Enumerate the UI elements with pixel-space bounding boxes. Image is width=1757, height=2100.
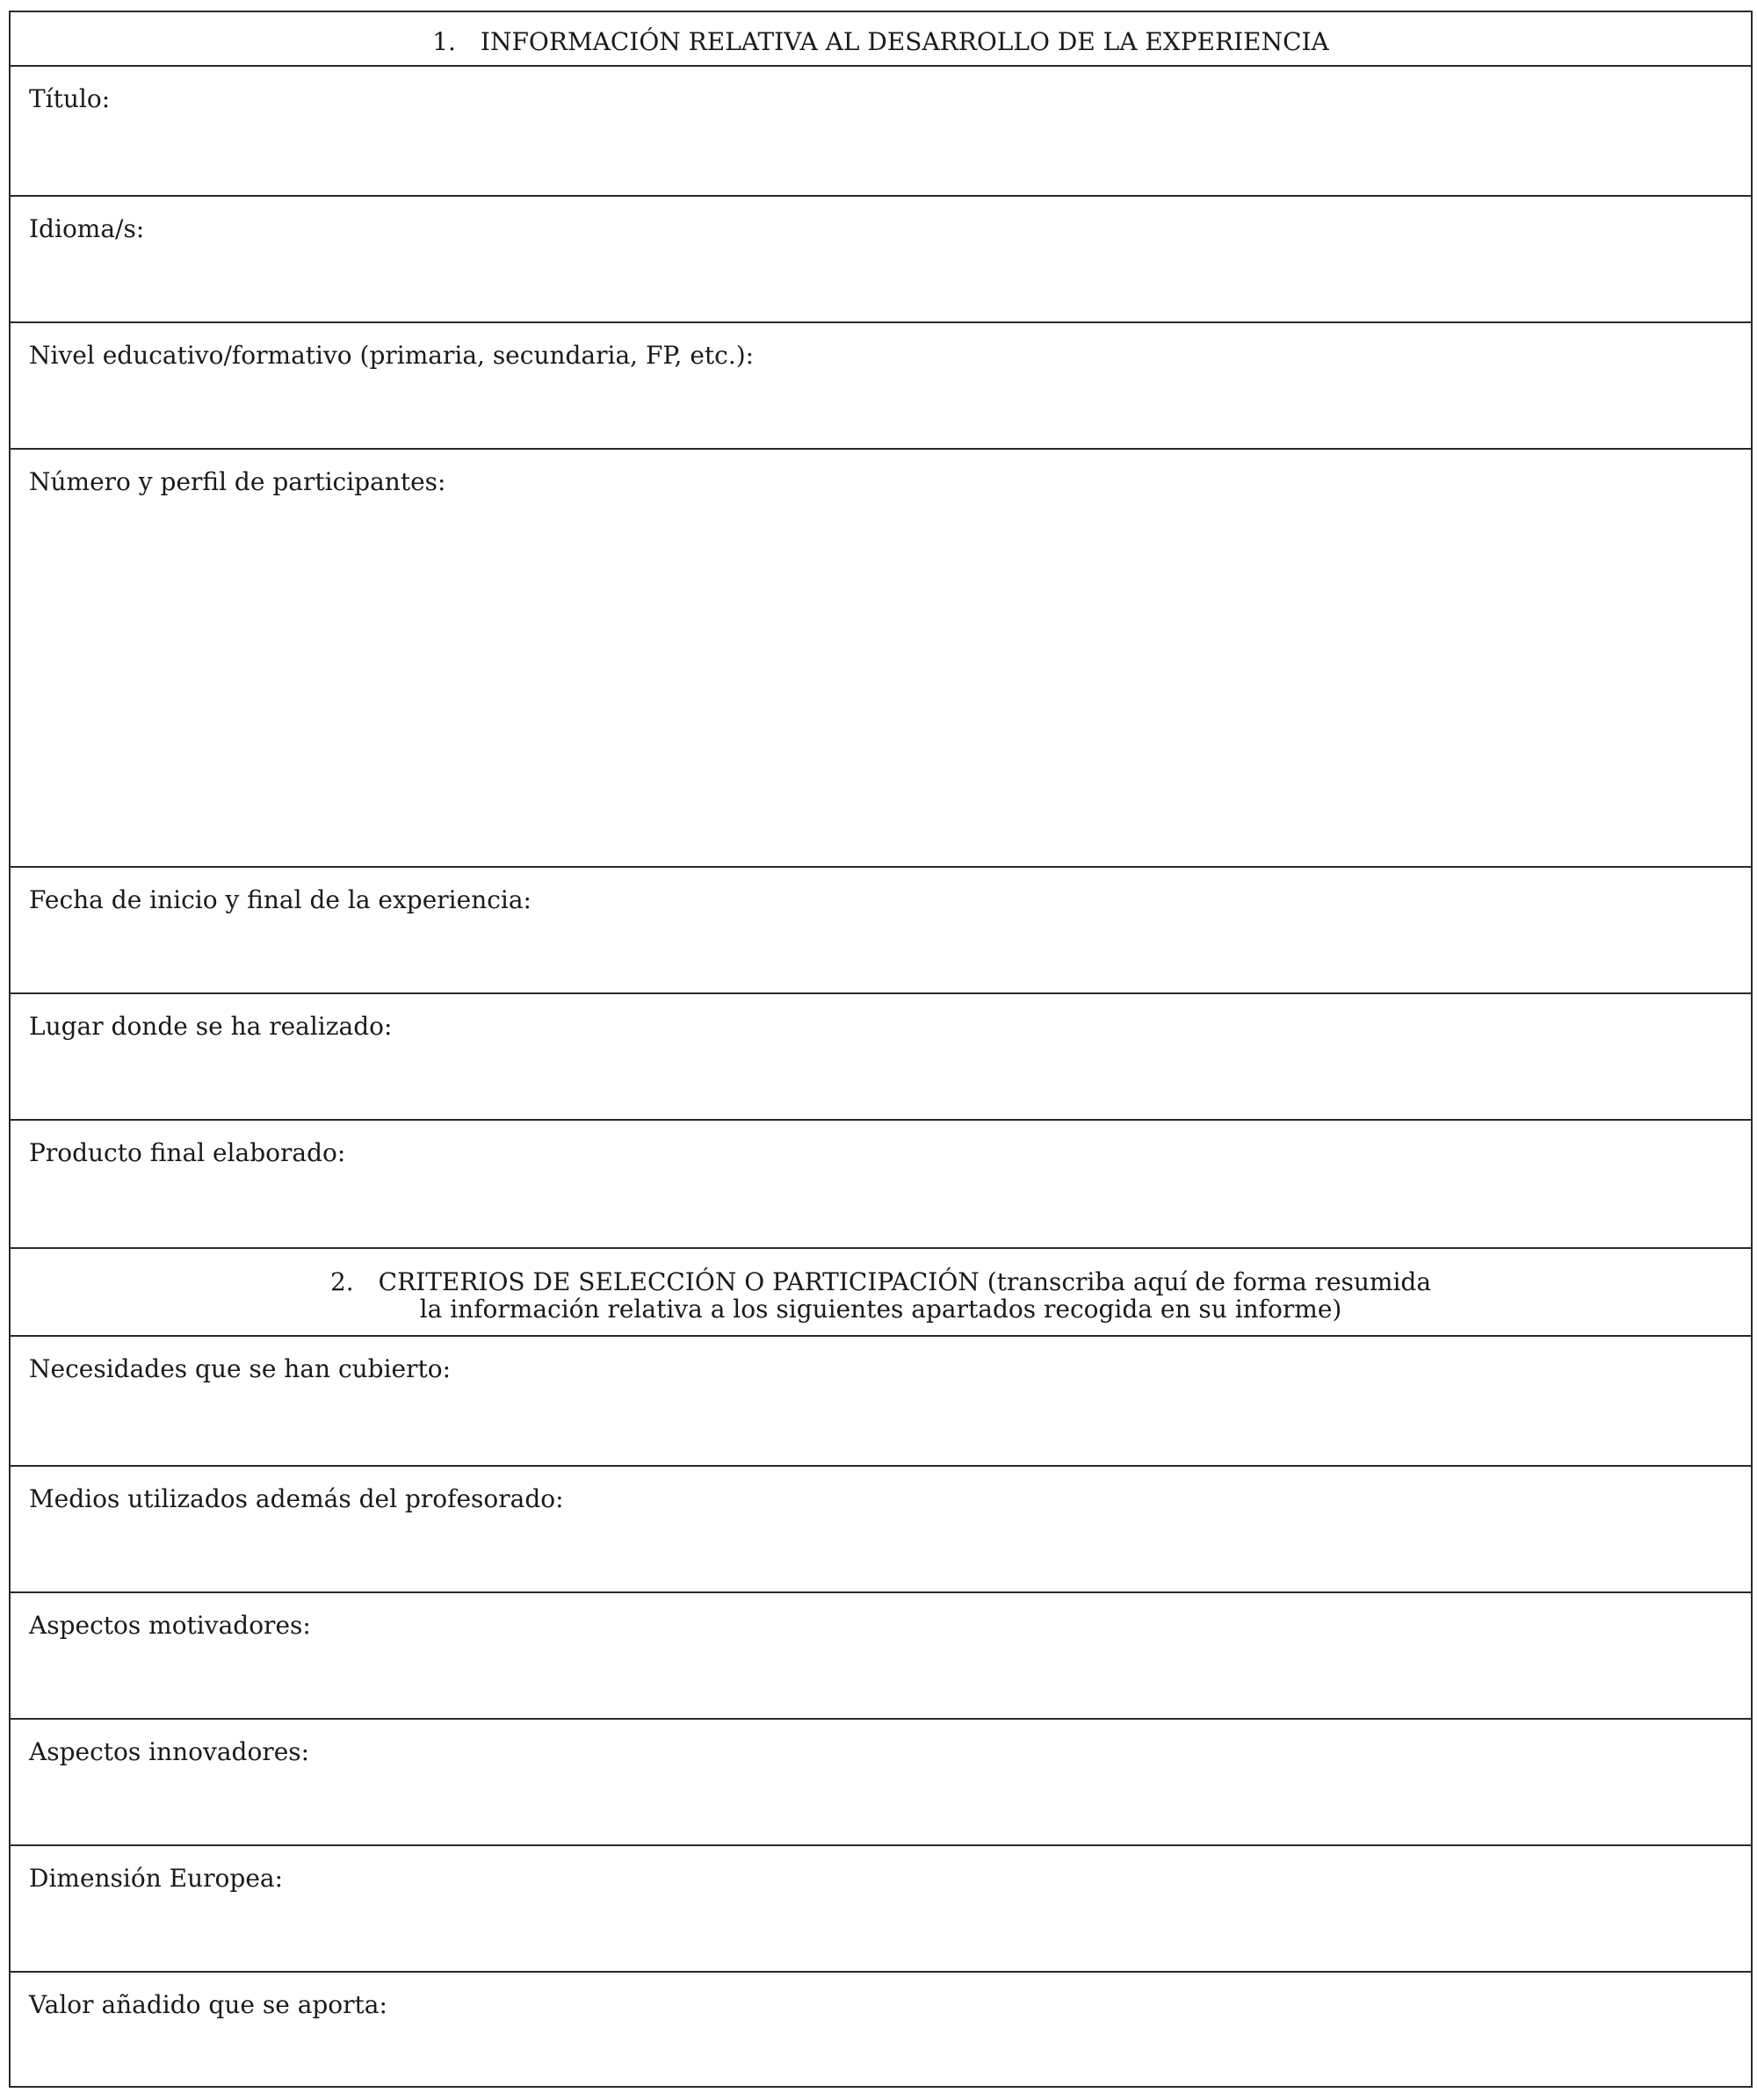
- field-label: Fecha de inicio y final de la experiencia:: [29, 885, 531, 914]
- section-2-title-line-1: 2. CRITERIOS DE SELECCIÓN O PARTICIPACIÓN (transcriba aquí de forma resumida: [329, 1267, 1432, 1296]
- field-idiomas[interactable]: [11, 197, 1751, 323]
- field-numero-perfil-participantes[interactable]: [11, 450, 1751, 868]
- field-lugar[interactable]: [11, 994, 1751, 1121]
- field-valor-anadido[interactable]: [11, 1973, 1751, 2088]
- application-form: [9, 11, 1753, 2088]
- field-necesidades[interactable]: [11, 1337, 1751, 1467]
- field-label: Necesidades que se han cubierto:: [29, 1354, 452, 1383]
- section-1-number: 1.: [432, 27, 456, 56]
- section-1-heading: [11, 12, 1751, 67]
- field-label: Medios utilizados además del profesorado:: [29, 1484, 564, 1513]
- field-dimension-europea[interactable]: [11, 1846, 1751, 1973]
- section-2-number: 2.: [329, 1267, 354, 1296]
- field-label: Número y perfil de participantes:: [29, 467, 446, 496]
- field-nivel-educativo[interactable]: [11, 323, 1751, 450]
- section-1-title: INFORMACIÓN RELATIVA AL DESARROLLO DE LA EXPERIENCIA: [480, 27, 1329, 56]
- field-aspectos-motivadores[interactable]: [11, 1593, 1751, 1720]
- field-label: Dimensión Europea:: [29, 1864, 284, 1893]
- field-label: Idioma/s:: [29, 214, 145, 243]
- section-2-heading: [11, 1249, 1751, 1337]
- field-label: Título:: [29, 84, 111, 113]
- field-label: Lugar donde se ha realizado:: [29, 1012, 393, 1041]
- field-producto-final[interactable]: [11, 1121, 1751, 1249]
- field-label: Valor añadido que se aporta:: [29, 1990, 387, 2019]
- section-2-title-line-2: la información relativa a los siguientes apartados recogida en su informe): [419, 1295, 1342, 1324]
- field-label: Nivel educativo/formativo (primaria, secundaria, FP, etc.):: [29, 341, 755, 370]
- field-label: Aspectos motivadores:: [29, 1611, 311, 1640]
- field-fecha-inicio-final[interactable]: [11, 868, 1751, 994]
- field-aspectos-innovadores[interactable]: [11, 1720, 1751, 1846]
- field-medios[interactable]: [11, 1467, 1751, 1593]
- field-label: Aspectos innovadores:: [29, 1737, 310, 1766]
- field-label: Producto final elaborado:: [29, 1138, 346, 1167]
- field-titulo[interactable]: [11, 67, 1751, 197]
